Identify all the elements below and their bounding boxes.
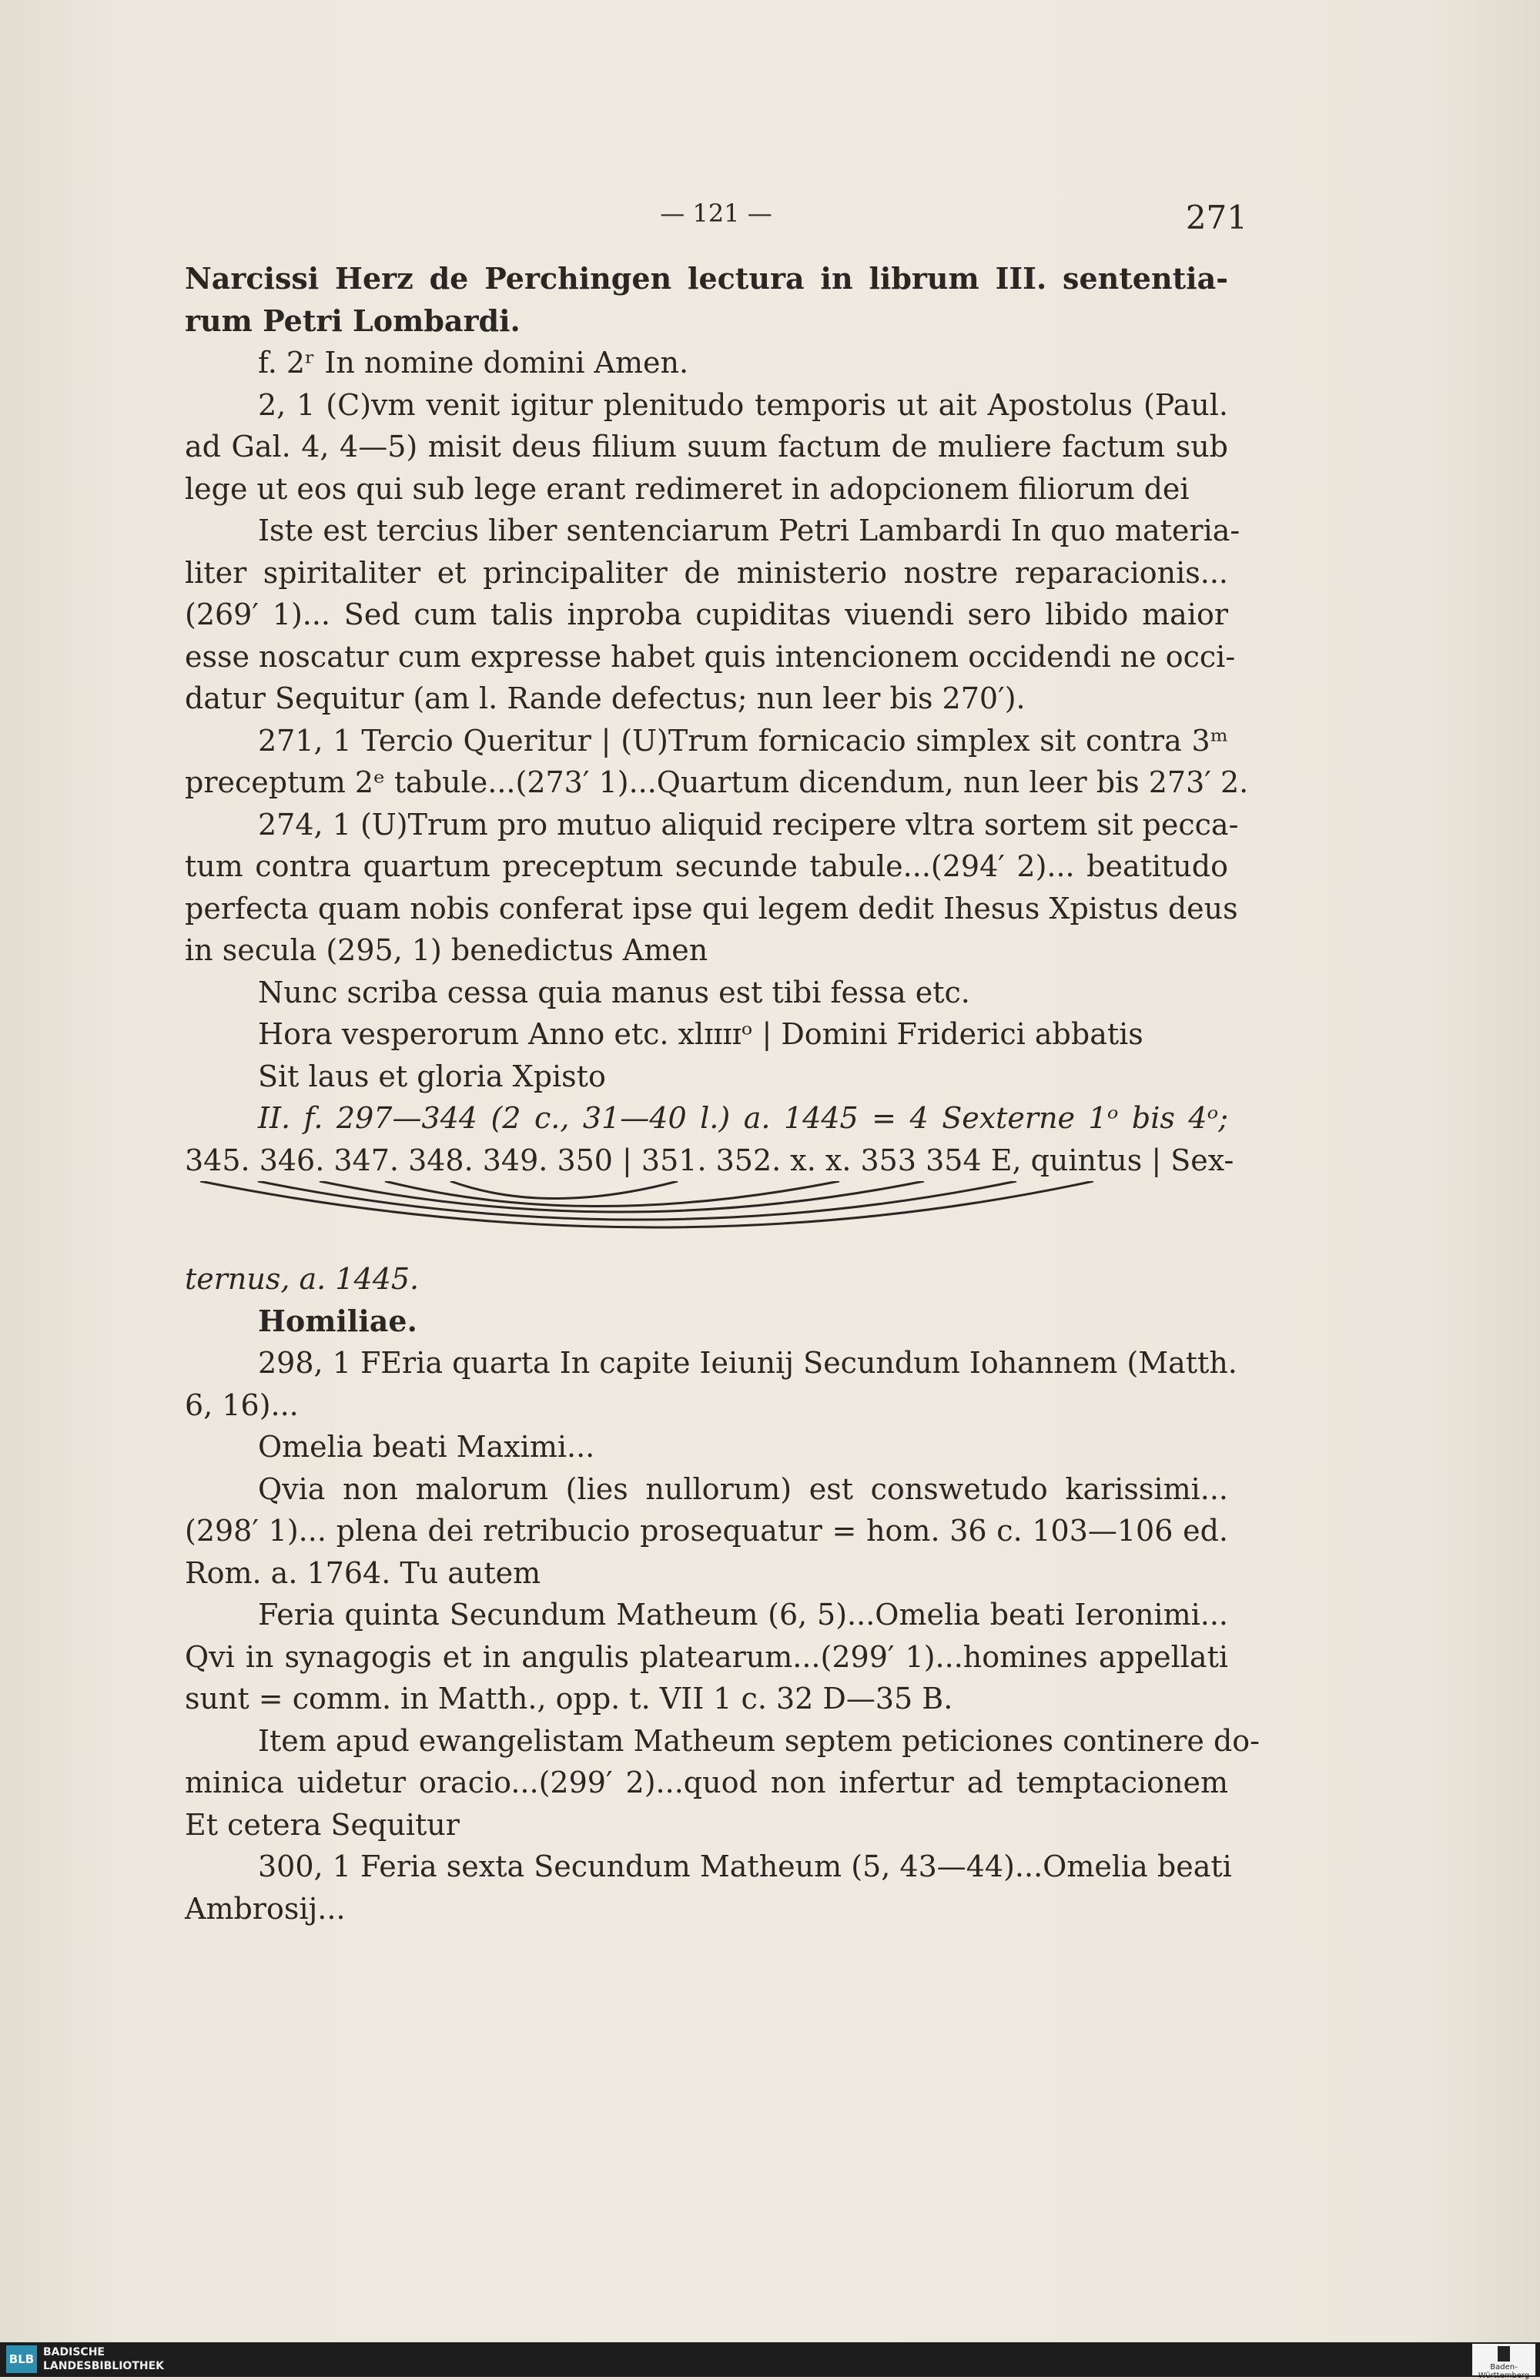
- text-line: 2, 1 (C)vm venit igitur plenitudo temporis ut ait Apostolus (Paul.: [258, 387, 1228, 422]
- text-line: Iste est tercius liber sentenciarum Petri Lambardi In quo materia-: [258, 514, 1240, 547]
- text-line: Nunc scriba cessa quia manus est tibi fessa etc.: [258, 975, 970, 1009]
- text-line: 345. 346. 347. 348. 349. 350 | 351. 352. x. x. 353 354 E, quintus | Sex-: [185, 1143, 1234, 1177]
- text-line: Sit laus et gloria Xpisto: [258, 1059, 606, 1093]
- text-line: (298′ 1)... plena dei retribucio prosequatur = hom. 36 c. 103—106 ed.: [185, 1514, 1228, 1548]
- quire-arc: [320, 1181, 924, 1212]
- text-line: 300, 1 Feria sexta Secundum Matheum (5, 43—44)...Omelia beati: [258, 1849, 1232, 1883]
- text-line: minica uidetur oracio...(299′ 2)...quod non infertur ad temptacionem: [185, 1766, 1228, 1799]
- blb-logo-icon: BLB: [6, 2345, 37, 2373]
- text-line: tum contra quartum preceptum secunde tabule...(294′ 2)... beatitudo: [185, 849, 1228, 883]
- text-line: 271, 1 Tercio Queritur | (U)Trum fornicacio simplex sit contra 3ᵐ: [258, 723, 1228, 758]
- text-line: 6, 16)...: [185, 1387, 299, 1422]
- text-line: ad Gal. 4, 4—5) misit deus filium suum factum de muliere factum sub: [185, 430, 1228, 464]
- text-line: Qvi in synagogis et in angulis platearum...(299′ 1)...homines appellati: [185, 1639, 1228, 1674]
- text-block: [185, 258, 1260, 1930]
- text-line: Omelia beati Maximi...: [258, 1430, 595, 1464]
- crest-icon: [1498, 2346, 1510, 2362]
- text-line: liter spiritaliter et principaliter de ministerio nostre reparacionis...: [185, 555, 1228, 590]
- text-line: Item apud ewangelistam Matheum septem peticiones continere do-: [258, 1723, 1260, 1758]
- bw-label: Baden-Württemberg: [1478, 2363, 1530, 2380]
- text-line: esse noscatur cum expresse habet quis intencionem occidendi ne occi-: [185, 639, 1236, 674]
- text-line: Et cetera Sequitur: [185, 1807, 460, 1842]
- page-number-right: 271: [1185, 199, 1247, 236]
- text-line: Feria quinta Secundum Matheum (6, 5)...Omelia beati Ieronimi...: [258, 1598, 1228, 1632]
- text-line: Hora vesperorum Anno etc. xlɪɪɪɪᵒ | Domini Friderici abbatis: [258, 1017, 1143, 1051]
- library-name: [43, 2345, 164, 2373]
- text-line: Ambrosij...: [185, 1891, 346, 1926]
- text-line: 298, 1 FEria quarta In capite Ieiunij Secundum Iohannem (Matth.: [258, 1346, 1237, 1380]
- text-line: Qvia non malorum (lies nullorum) est conswetudo karissimi...: [258, 1471, 1228, 1506]
- text-line: Homiliae.: [258, 1303, 417, 1338]
- text-line: sunt = comm. in Matth., opp. t. VII 1 c. 32 D—35 B.: [185, 1682, 953, 1716]
- text-line: datur Sequitur (am l. Rande defectus; nun leer bis 270′).: [185, 681, 1026, 715]
- text-line: preceptum 2ᵉ tabule...(273′ 1)...Quartum dicendum, nun leer bis 273′ 2.: [185, 765, 1249, 799]
- quire-arcs-diagram: [185, 1181, 1228, 1258]
- text-line: perfecta quam nobis conferat ipse qui legem dedit Ihesus Xpistus deus: [185, 891, 1238, 926]
- library-name-line2: LANDESBIBLIOTHEK: [43, 2360, 165, 2372]
- text-line: II. f. 297—344 (2 c., 31—40 l.) a. 1445 = 4 Sexterne 1ᵒ bis 4ᵒ;: [258, 1101, 1228, 1135]
- text-line: 274, 1 (U)Trum pro mutuo aliquid recipere vltra sortem sit pecca-: [258, 807, 1239, 842]
- text-line: lege ut eos qui sub lege erant redimeret in adopcionem filiorum dei: [185, 471, 1190, 506]
- text-line: ternus, a. 1445.: [185, 1262, 420, 1296]
- text-line: in secula (295, 1) benedictus Amen: [185, 933, 708, 967]
- text-line: f. 2ʳ In nomine domini Amen.: [258, 346, 689, 380]
- library-name-line1: BADISCHE: [43, 2346, 105, 2358]
- quire-arc: [450, 1181, 678, 1199]
- baden-wuerttemberg-logo: [1472, 2344, 1535, 2380]
- text-line: (269′ 1)... Sed cum talis inproba cupiditas viuendi sero libido maior: [185, 598, 1228, 631]
- text-line: Narcissi Herz de Perchingen lectura in librum III. sententia-: [185, 261, 1228, 296]
- text-line: rum Petri Lombardi.: [185, 303, 521, 338]
- page-number-center: — 121 —: [660, 199, 772, 228]
- footer-bar: [0, 2342, 1540, 2380]
- text-line: Rom. a. 1764. Tu autem: [185, 1555, 541, 1590]
